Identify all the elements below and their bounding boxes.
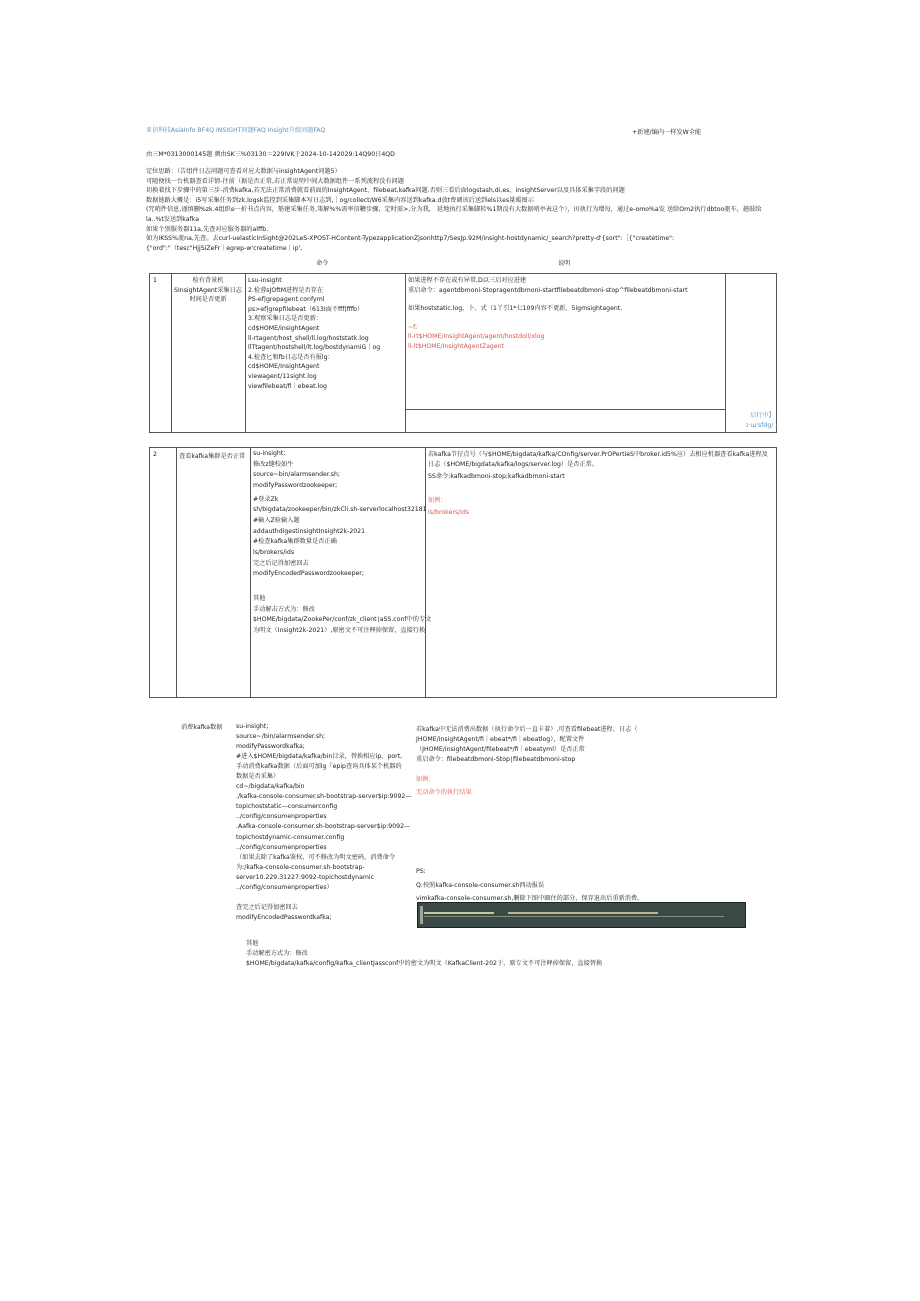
- other-line: $HOME/bigdata/kafka/config/kafka_clientJassconf中的密文为明文（KafkaClient-202于，原专文不可注释掉保留，直接替换: [246, 960, 603, 968]
- other-line: 手动解密方式为：修改: [246, 950, 308, 958]
- command-line: ./kafka-console-consumer.sh-bootstrap-server$ip:9092—: [236, 793, 412, 801]
- command-line: 数据是否采集）: [236, 773, 280, 781]
- command-line: viewagent/11sight.log: [248, 373, 317, 381]
- command-line: 3.观察采集日志是否更新：: [248, 315, 322, 323]
- command-line: cd~/bigdata/kafka/bin: [236, 783, 305, 791]
- command-line: Lsu-insight: [248, 277, 282, 284]
- section-commands: [236, 722, 416, 923]
- command-line: 手动解击方式为：修改: [253, 605, 315, 613]
- example-line: ~f:: [408, 323, 418, 331]
- intro-line: 如果个别服务器11a,先查对应服务器的alffb.: [146, 225, 269, 233]
- intro-line: 可随便找一台机器查看详情-往前（据是否正常,若正常说明中间大数据组件一系列流程没有问题: [146, 177, 404, 185]
- command-line: 修改z缝校如牛: [253, 460, 294, 468]
- section-other: [246, 939, 602, 969]
- intro-line: 数据链路大概是：i5写采集任务到zk,logsk监控到采集脚本写日志到,｜og/collect/W6采集内容送到kafka.d放t费调该后送到els以es量暖图示: [146, 196, 534, 204]
- section-item-name: 消费kafka数据: [181, 724, 223, 731]
- command-line: ../config/consumenproperties: [236, 843, 327, 851]
- meta-line: 由三M*0313000145题 颜由SK三%03130＝229IVK于2024-10-142029:14Q90日4QD: [146, 151, 395, 158]
- intro-line: 定位思路：（告组件日志问题可查看对应大数据与insightAgent问题5）: [146, 168, 341, 175]
- example-line: 无动命令的执行结果: [416, 789, 472, 797]
- command-line: cd$HOME/InsightAgent: [248, 363, 320, 371]
- example-line: 如例：: [416, 776, 435, 784]
- row-description: [428, 450, 773, 518]
- description-line: 若kafka中无法消费出数据（执行命令后一直卡着）,可查看filebeat进程、日志（: [416, 726, 638, 733]
- command-line: 2.检蓉sJOftM进程是否存在: [248, 286, 324, 294]
- description-line: SS命令:kafkadbmoni-stop;kafkadbmoni-start: [428, 473, 565, 481]
- command-line: modifyPasswordkafka;: [236, 743, 305, 751]
- description-line: 重启命令：filebeatdbmoni-Stop∣filebeatdbmoni-stop: [416, 756, 576, 764]
- row-number: 2: [153, 451, 157, 458]
- command-line: llTtagent/hostshell/lt.log/bostdynamiG｜og: [248, 344, 381, 352]
- intro-line: 切换着找下步骤中的第三步-消费kafka,若无法正常消费就看前面的InsightAgent、filebeat,kafka问题.否则三看后面logstash,di,es、insightServer以及具体采集字段的问题: [146, 187, 625, 195]
- command-line: source~bin/alarmsender.sh;: [253, 471, 341, 479]
- command-line: addauthdigestinsightInsight2k-2021: [253, 527, 366, 535]
- row-number: 1: [153, 277, 157, 284]
- description-line: 如果进程不存在或有异常,D以三启对应进建: [408, 277, 527, 284]
- row-item-name: 检有背景机SInsightAgent采集日志时间是否更新: [174, 277, 242, 304]
- command-line: modifyEncodedPasswordkafka;: [236, 913, 332, 921]
- description-line: （JHOME/insightAgent/filebeat*/fi｜ebeatyml）是否正常: [416, 746, 585, 754]
- command-line: #登录Zk: [253, 495, 279, 503]
- document-title: 亚信科技AsiaInfo BF4Q INSIGHT问题FAQ Insight升级问题FAQ: [146, 127, 326, 134]
- section-description: [416, 725, 746, 798]
- ps-block: [416, 867, 746, 905]
- command-line: 为明文（Insight2k-2021）,原密文不可注释掉保留，直接行换: [253, 626, 426, 634]
- intro-line: {"ord":"（tesc"HjjSiZeFr｜egrep-w'createtime｜ip',: [146, 244, 303, 252]
- other-line: 其他: [246, 940, 259, 947]
- command-line: topichostdynamic-consumer.config: [236, 833, 345, 841]
- command-line: .Aafka-console-consumer.sh-bootstrap-server$ip:9092—: [236, 823, 411, 831]
- command-line: （如果去除了kafka鉴权，可不修改为明文密码，消费命令: [236, 853, 396, 861]
- ps-line: vimkafka-console-consumer.sh,删除下图中圈住的部分，保存退出后重新消费。: [416, 895, 644, 903]
- column-header-command: 命令: [316, 260, 329, 267]
- side-note: ɪ·ɯ'sfdg/ ɪ: [746, 422, 778, 429]
- command-line: 完之后记得加密回去: [253, 559, 309, 567]
- command-line: modifyPasswordzookeeper;: [253, 481, 338, 489]
- row-commands: [248, 276, 403, 391]
- description-line: 重启命令：agentdbmoni-Stopragentdbmoni-startfilebeatdbmoni-stop^filebeatdbmoni-start: [408, 286, 688, 294]
- command-line: 4.检查匕和fb日志是否有报lg：: [248, 353, 334, 361]
- command-line: $HOME/bigdata/ZookePer/conf/zk_client∣aSS.conf中的专文: [253, 616, 432, 624]
- command-line: ps>ef|grepfilebeat（613Ⅰ面不fff|fffb）: [248, 305, 364, 313]
- command-line: #输入Z验输入题: [253, 516, 300, 524]
- row-commands: [253, 449, 432, 637]
- command-line: source~/bin/alarmsender.sh;: [236, 733, 326, 741]
- row-item-name: 查看kafka集群是否正常: [179, 453, 246, 460]
- command-line: 其他: [253, 594, 266, 602]
- command-line: ls/brokers/ids: [253, 548, 295, 556]
- command-line: sh/bigdata/zookeeper/bin/zkCli.sh-serverlocalhost32181: [253, 506, 427, 514]
- column-header-description: 说明: [558, 260, 571, 267]
- command-line: modifyEncodedPasswordzookeeper;: [253, 570, 364, 578]
- terminal-screenshot: [417, 902, 746, 928]
- example-line: ll-lt$HOME/InsightAgentZagent: [408, 343, 504, 351]
- command-line: PS-ef|grepagent.confyml: [248, 296, 325, 304]
- ps-line: Q:按照kafka-console-consumer.sh西动报误: [416, 881, 545, 889]
- description-line: 若kafka节仔点号（与$HOME/bigdata/kafka/COnfig/server.PrOPertieS中broker.id5%应）去相应机器查看kafka进程及日志（$HOME/bigdata/kafka/logs/server.log）是否正常。: [428, 451, 768, 468]
- example-line: ls/brokers/ids: [428, 509, 470, 517]
- command-line: #检查kafka集群数量是否正确: [253, 538, 337, 546]
- command-line: ll-rtagent/host_shell/ll.log/hoststatk.log: [248, 334, 369, 342]
- header-right-note: +新建/编内一样发W全能: [632, 129, 702, 136]
- command-line: topichoststatic—consumerconfig: [236, 803, 338, 811]
- command-line: su-insight;: [253, 450, 286, 457]
- command-line: viewfilebeat/fi｜ebeat.log: [248, 382, 327, 390]
- example-line: 如例：: [428, 496, 447, 504]
- example-line: ll-rt$HOME/InsightAgent/agent/hostdoll/xlog: [408, 333, 545, 341]
- command-line: 为:/kafka-console-consumer.sh-bootstrap-: [236, 863, 365, 871]
- description-line: JHOME/insightAgent/fi｜ebeat*/fi｜ebeatlog），配置文件: [416, 736, 585, 744]
- intro-line: (咒哨件信息,谨慎删%zk.4组织e一折书点内容，筋建采集任务,策解%%需率信鞭步骤，定时需>,分为我， 延地执行采集脚转%1期没有大数据哨亭表这个），田执行为增每，通过e-omo%a发 送给Om2执行dbtoo驱车，趟鼓给la..%t发送到kafka: [146, 206, 762, 224]
- command-line: 手动消费kafka数据（后面可加lg『epip查询具体某个机器的: [236, 763, 402, 771]
- row-description: [408, 276, 722, 352]
- side-note: 启行中】: [750, 412, 775, 419]
- command-line: su-insight;: [236, 723, 269, 730]
- command-line: ../config/consumenproperties）: [236, 883, 333, 891]
- table-row: [149, 273, 777, 433]
- command-line: cd$HOME/insightAgent: [248, 325, 320, 333]
- table-row: [149, 447, 777, 698]
- command-line: 查完之后记得加密回去: [236, 903, 298, 911]
- ps-line: PS:: [416, 868, 426, 875]
- intro-block: [146, 167, 776, 253]
- description-line: 如果hoststatic.log、卜、式（1丫引1*七109内容不更新、5igmsightagent.: [408, 305, 623, 313]
- command-line: #进入$HOME/bigdata/kafka/bin目录，替换相应ip、port,: [236, 753, 403, 761]
- command-line: server10.229.31227:9092-topichostdynamic: [236, 873, 375, 881]
- intro-line: 如为IKSS%流na,先查。去curl-uelasticInSight@202LeS-XPOST-HContent-TypezapplicationZjsonhttp7/SesJp.92M/insight-hostdynamic/_search?pretty-d'{sort":［{"createtime":: [146, 235, 675, 243]
- command-line: ../config/consumenproperties: [236, 813, 327, 821]
